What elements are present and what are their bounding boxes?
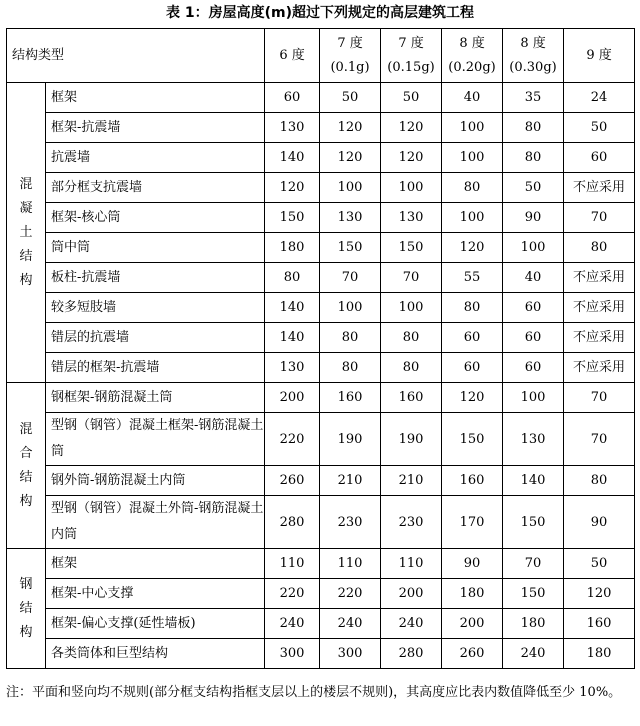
structure-type-cell: 框架 (46, 549, 265, 579)
height-value-cell: 140 (265, 143, 320, 173)
height-value-cell: 140 (503, 466, 564, 496)
height-value-cell: 60 (442, 353, 503, 383)
height-value-cell: 120 (320, 143, 381, 173)
group-label-char: 土 (19, 224, 33, 240)
height-value-cell: 50 (381, 83, 442, 113)
height-value-cell: 100 (381, 293, 442, 323)
group-label-char: 混 (19, 176, 33, 192)
structure-group-label (7, 383, 46, 549)
height-value-cell: 80 (503, 143, 564, 173)
header-6-degree: 6 度 (265, 29, 320, 83)
height-value-cell: 120 (381, 143, 442, 173)
height-value-cell: 80 (320, 323, 381, 353)
height-value-cell: 260 (442, 639, 503, 669)
height-value-cell: 80 (442, 173, 503, 203)
structure-type-cell: 框架 (46, 83, 265, 113)
height-value-cell: 120 (265, 173, 320, 203)
header-8-degree-0.30g (503, 29, 564, 83)
height-value-cell: 190 (381, 413, 442, 466)
height-value-cell: 180 (503, 609, 564, 639)
height-value-cell: 220 (265, 579, 320, 609)
group-label-char: 混 (19, 421, 33, 437)
height-value-cell: 120 (442, 383, 503, 413)
height-value-cell: 100 (442, 203, 503, 233)
structure-type-cell: 钢框架-钢筋混凝土筒 (46, 383, 265, 413)
structure-group-label (7, 83, 46, 383)
group-label-char: 结 (19, 469, 33, 485)
height-value-cell: 180 (564, 639, 635, 669)
height-value-cell: 210 (381, 466, 442, 496)
structure-type-cell: 抗震墙 (46, 143, 265, 173)
height-value-cell: 不应采用 (564, 173, 635, 203)
group-label-char: 构 (19, 272, 33, 288)
height-value-cell: 140 (265, 293, 320, 323)
height-value-cell: 150 (503, 496, 564, 549)
table-row (7, 353, 635, 383)
table-row (7, 383, 635, 413)
table-row (7, 203, 635, 233)
table-row (7, 263, 635, 293)
height-value-cell: 120 (320, 113, 381, 143)
height-value-cell: 300 (320, 639, 381, 669)
height-value-cell: 70 (564, 203, 635, 233)
height-value-cell: 70 (503, 549, 564, 579)
height-value-cell: 280 (381, 639, 442, 669)
height-value-cell: 160 (442, 466, 503, 496)
header-label: 8 度 (520, 35, 546, 51)
structure-type-cell: 型钢（钢管）混凝土框架-钢筋混凝土筒 (46, 413, 265, 466)
header-accel: (0.1g) (330, 59, 370, 75)
height-value-cell: 200 (265, 383, 320, 413)
height-value-cell: 60 (503, 353, 564, 383)
height-value-cell: 150 (265, 203, 320, 233)
height-value-cell: 230 (320, 496, 381, 549)
height-value-cell: 240 (503, 639, 564, 669)
structure-type-cell: 框架-偏心支撑(延性墙板) (46, 609, 265, 639)
height-value-cell: 170 (442, 496, 503, 549)
table-row (7, 609, 635, 639)
header-7-degree-0.1g (320, 29, 381, 83)
height-value-cell: 100 (442, 143, 503, 173)
table-row (7, 323, 635, 353)
height-value-cell: 230 (381, 496, 442, 549)
height-value-cell: 40 (442, 83, 503, 113)
structure-type-cell: 框架-抗震墙 (46, 113, 265, 143)
structure-type-cell: 型钢（钢管）混凝土外筒-钢筋混凝土内筒 (46, 496, 265, 549)
height-value-cell: 150 (381, 233, 442, 263)
height-value-cell: 220 (320, 579, 381, 609)
height-value-cell: 80 (564, 466, 635, 496)
height-value-cell: 60 (265, 83, 320, 113)
height-value-cell: 90 (564, 496, 635, 549)
structure-type-cell: 筒中筒 (46, 233, 265, 263)
height-value-cell: 35 (503, 83, 564, 113)
height-value-cell: 190 (320, 413, 381, 466)
height-value-cell: 160 (320, 383, 381, 413)
group-label-char: 结 (19, 600, 33, 616)
header-9-degree: 9 度 (564, 29, 635, 83)
header-accel: (0.30g) (509, 59, 557, 75)
height-limit-table (6, 28, 635, 669)
height-value-cell: 不应采用 (564, 293, 635, 323)
height-value-cell: 100 (320, 293, 381, 323)
group-label-char: 凝 (19, 200, 33, 216)
height-value-cell: 150 (442, 413, 503, 466)
height-value-cell: 80 (381, 323, 442, 353)
height-value-cell: 240 (265, 609, 320, 639)
header-label: 7 度 (398, 35, 424, 51)
height-value-cell: 50 (320, 83, 381, 113)
height-value-cell: 130 (320, 203, 381, 233)
height-value-cell: 140 (265, 323, 320, 353)
height-value-cell: 150 (320, 233, 381, 263)
height-value-cell: 240 (381, 609, 442, 639)
height-value-cell: 不应采用 (564, 353, 635, 383)
height-value-cell: 60 (503, 293, 564, 323)
structure-type-cell: 部分框支抗震墙 (46, 173, 265, 203)
height-value-cell: 80 (564, 233, 635, 263)
height-value-cell: 80 (442, 293, 503, 323)
table-title: 表 1：房屋高度(m)超过下列规定的高层建筑工程 (166, 5, 474, 21)
table-row (7, 579, 635, 609)
height-value-cell: 100 (503, 233, 564, 263)
header-accel: (0.15g) (387, 59, 435, 75)
header-8-degree-0.20g (442, 29, 503, 83)
height-value-cell: 100 (381, 173, 442, 203)
height-value-cell: 70 (564, 413, 635, 466)
height-value-cell: 130 (381, 203, 442, 233)
height-value-cell: 60 (564, 143, 635, 173)
header-structure-type: 结构类型 (7, 29, 265, 83)
structure-type-cell: 错层的抗震墙 (46, 323, 265, 353)
table-row (7, 293, 635, 323)
table-row (7, 233, 635, 263)
height-value-cell: 24 (564, 83, 635, 113)
height-value-cell: 120 (564, 579, 635, 609)
height-value-cell: 60 (503, 323, 564, 353)
height-value-cell: 130 (265, 113, 320, 143)
height-value-cell: 220 (265, 413, 320, 466)
table-row (7, 639, 635, 669)
table-body (7, 83, 635, 669)
height-value-cell: 130 (503, 413, 564, 466)
height-value-cell: 300 (265, 639, 320, 669)
group-label-char: 构 (19, 493, 33, 509)
height-value-cell: 80 (265, 263, 320, 293)
header-row (7, 29, 635, 83)
height-value-cell: 130 (265, 353, 320, 383)
height-value-cell: 70 (320, 263, 381, 293)
table-row (7, 466, 635, 496)
height-value-cell: 50 (564, 549, 635, 579)
header-accel: (0.20g) (448, 59, 496, 75)
structure-type-cell: 板柱-抗震墙 (46, 263, 265, 293)
header-7-degree-0.15g (381, 29, 442, 83)
structure-type-cell: 各类筒体和巨型结构 (46, 639, 265, 669)
height-value-cell: 180 (442, 579, 503, 609)
height-value-cell: 160 (381, 383, 442, 413)
height-value-cell: 100 (503, 383, 564, 413)
table-row (7, 496, 635, 549)
structure-group-label (7, 549, 46, 669)
height-value-cell: 100 (320, 173, 381, 203)
height-value-cell: 70 (564, 383, 635, 413)
height-value-cell: 210 (320, 466, 381, 496)
height-value-cell: 160 (564, 609, 635, 639)
structure-type-cell: 钢外筒-钢筋混凝土内筒 (46, 466, 265, 496)
header-label: 7 度 (337, 35, 363, 51)
height-value-cell: 55 (442, 263, 503, 293)
height-value-cell: 不应采用 (564, 263, 635, 293)
structure-type-cell: 较多短肢墙 (46, 293, 265, 323)
height-value-cell: 110 (265, 549, 320, 579)
structure-type-cell: 框架-核心筒 (46, 203, 265, 233)
structure-type-cell: 错层的框架-抗震墙 (46, 353, 265, 383)
height-value-cell: 180 (265, 233, 320, 263)
structure-type-cell: 框架-中心支撑 (46, 579, 265, 609)
height-value-cell: 40 (503, 263, 564, 293)
header-label: 8 度 (459, 35, 485, 51)
height-value-cell: 80 (503, 113, 564, 143)
height-value-cell: 70 (381, 263, 442, 293)
height-value-cell: 110 (381, 549, 442, 579)
height-value-cell: 80 (320, 353, 381, 383)
table-note: 注：平面和竖向均不规则(部分框支结构指框支层以上的楼层不规则)，其高度应比表内数值降低至少 10%。 (6, 685, 622, 700)
height-value-cell: 50 (564, 113, 635, 143)
height-value-cell: 200 (381, 579, 442, 609)
height-value-cell: 110 (320, 549, 381, 579)
height-value-cell: 60 (442, 323, 503, 353)
table-row (7, 413, 635, 466)
height-value-cell: 90 (442, 549, 503, 579)
table-row (7, 83, 635, 113)
group-label-char: 合 (19, 445, 33, 461)
height-value-cell: 280 (265, 496, 320, 549)
height-value-cell: 120 (381, 113, 442, 143)
table-row (7, 173, 635, 203)
height-value-cell: 200 (442, 609, 503, 639)
height-value-cell: 260 (265, 466, 320, 496)
table-row (7, 113, 635, 143)
height-value-cell: 不应采用 (564, 323, 635, 353)
height-value-cell: 50 (503, 173, 564, 203)
height-value-cell: 120 (442, 233, 503, 263)
height-value-cell: 80 (381, 353, 442, 383)
height-value-cell: 90 (503, 203, 564, 233)
table-row (7, 549, 635, 579)
group-label-char: 结 (19, 248, 33, 264)
table-row (7, 143, 635, 173)
height-value-cell: 240 (320, 609, 381, 639)
group-label-char: 构 (19, 624, 33, 640)
height-value-cell: 100 (442, 113, 503, 143)
height-value-cell: 150 (503, 579, 564, 609)
group-label-char: 钢 (19, 576, 33, 592)
